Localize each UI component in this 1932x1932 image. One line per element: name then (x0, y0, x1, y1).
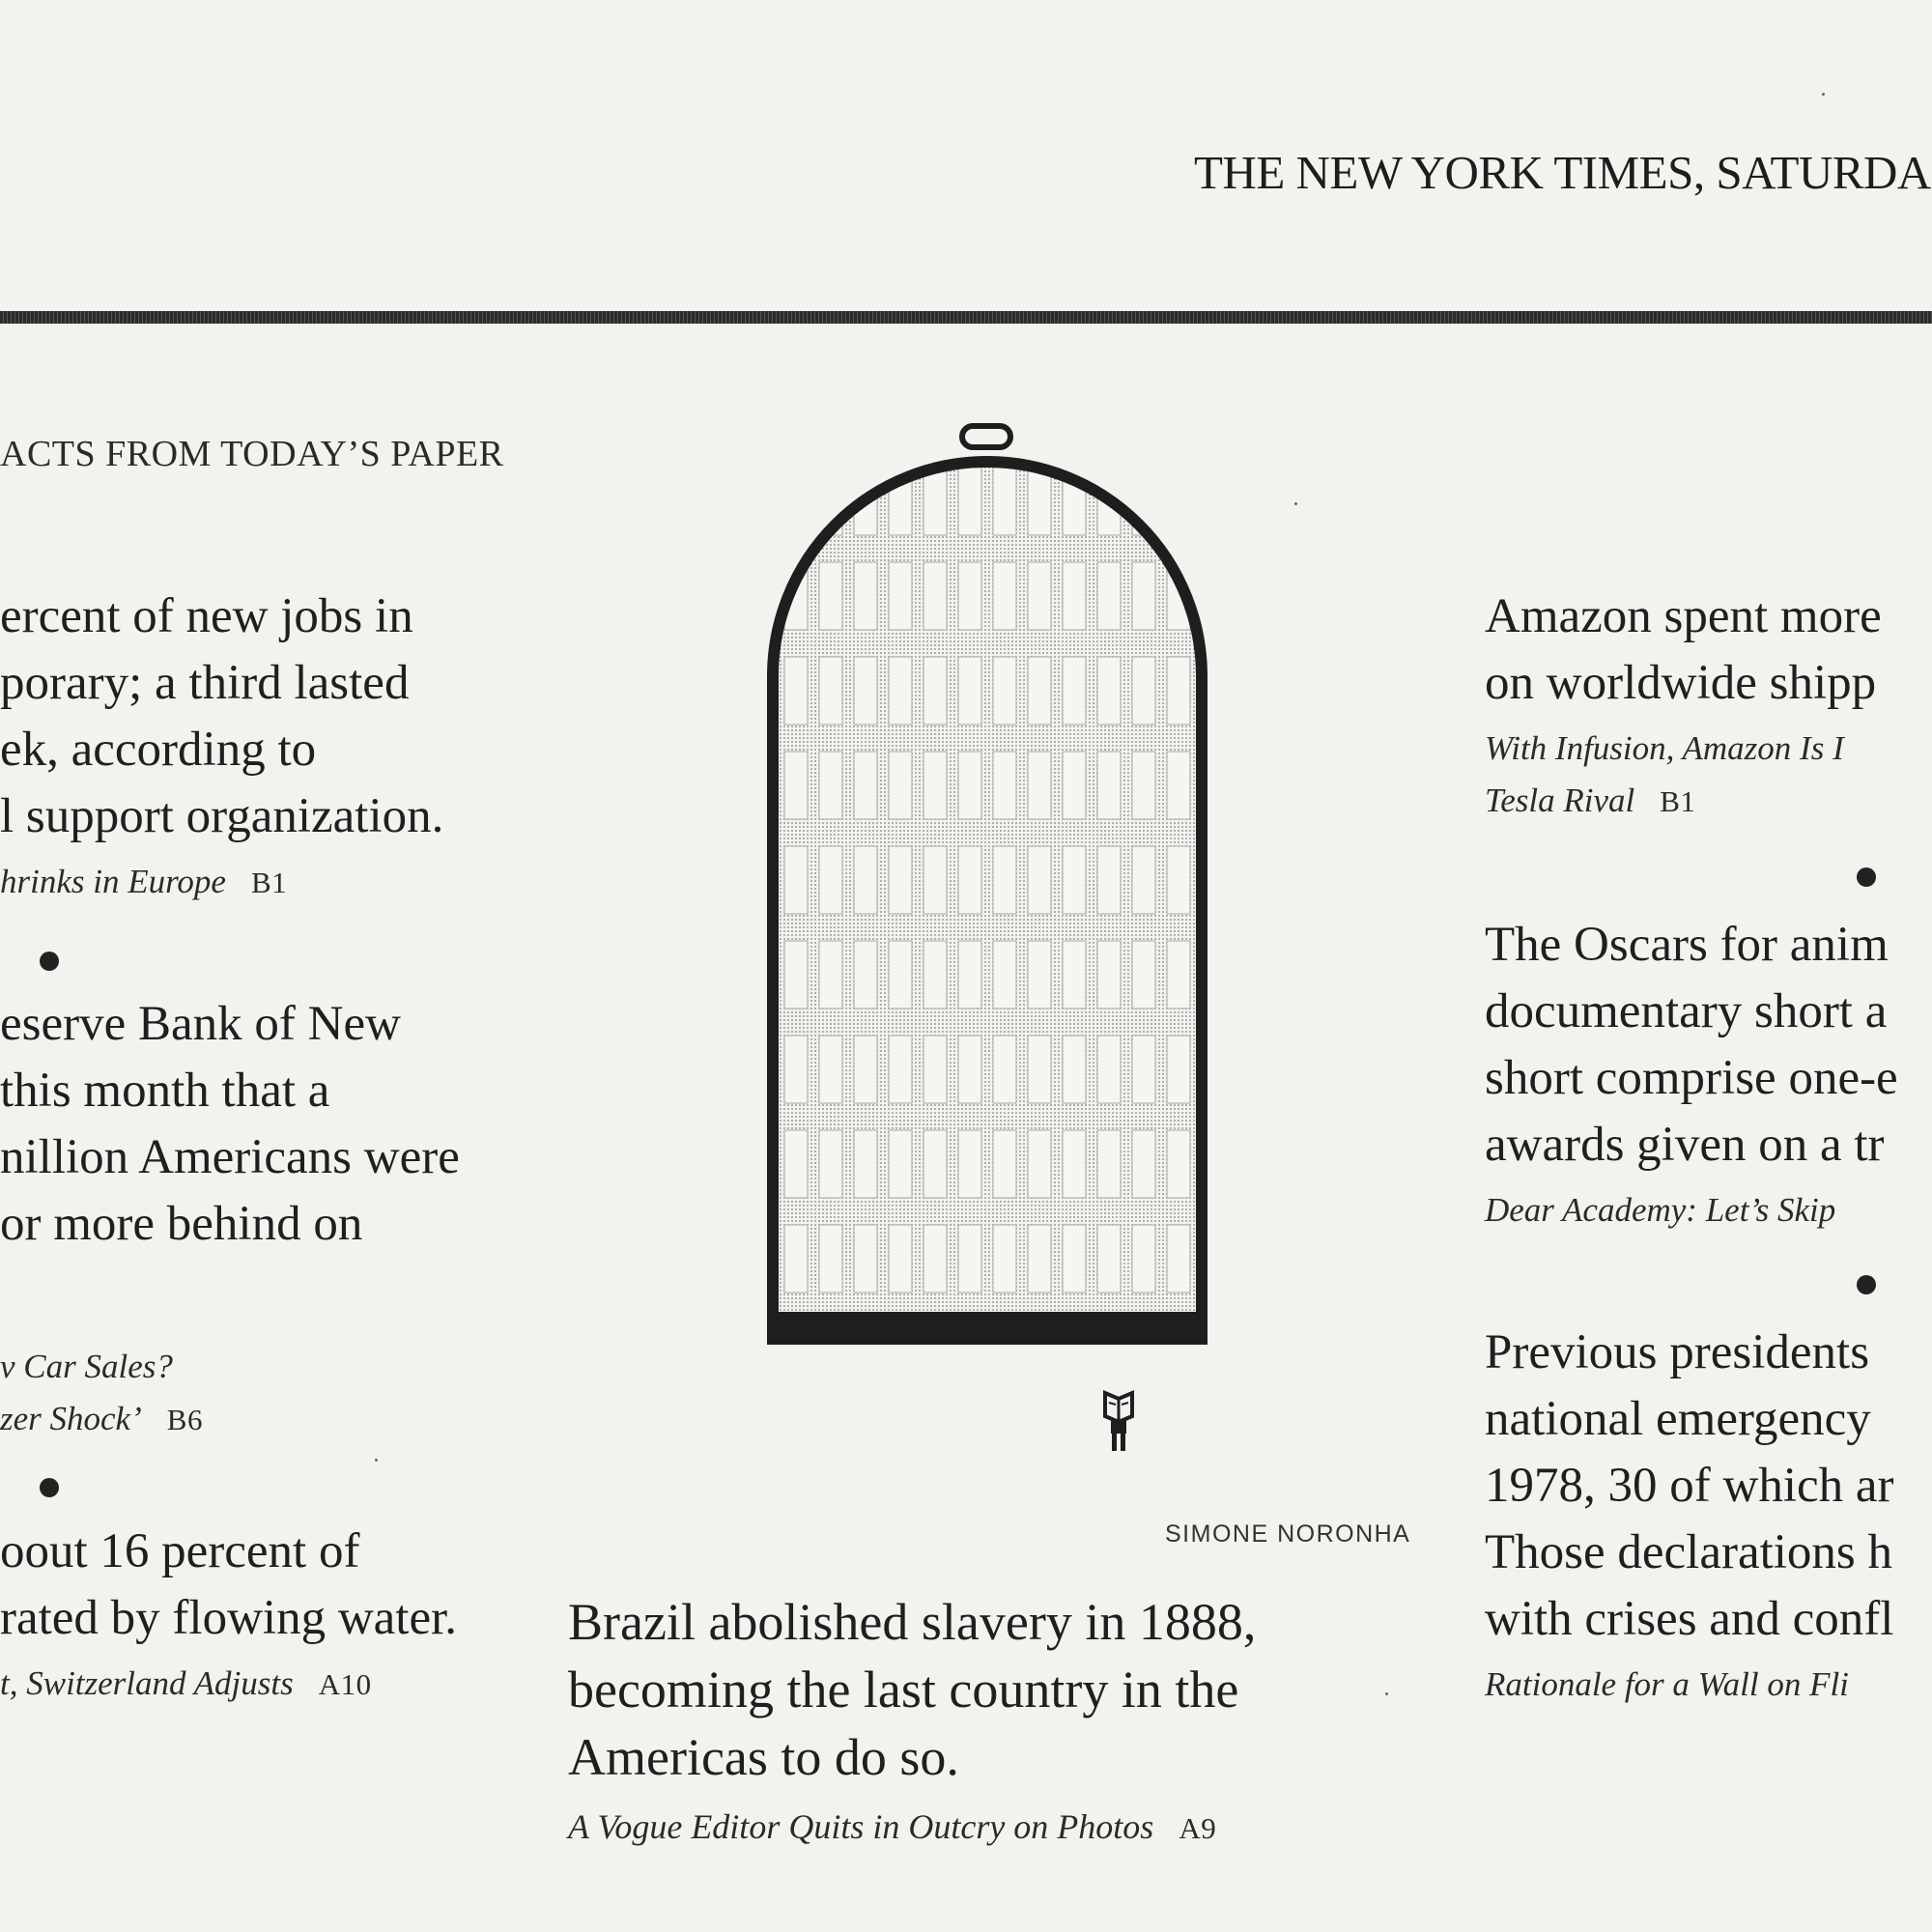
fact-line: or more behind on (0, 1197, 363, 1251)
window-pane (1063, 1036, 1086, 1103)
window-pane (1028, 752, 1051, 819)
window-pane (819, 1225, 842, 1293)
fact-line: becoming the last country in the (568, 1661, 1239, 1719)
window-pane (1132, 846, 1155, 914)
window-pane (889, 846, 912, 914)
window-pane (923, 468, 947, 535)
illustration (744, 415, 1246, 1473)
window-pane (958, 941, 981, 1009)
window-pane (923, 657, 947, 724)
ref-title: Tesla Rival (1485, 781, 1635, 819)
window-pane (1028, 1036, 1051, 1103)
center-fact (568, 1588, 1256, 1855)
window-base (767, 1312, 1208, 1345)
fact-line: with crises and confl (1485, 1592, 1894, 1646)
window-pane (993, 468, 1016, 535)
window-pane (923, 1130, 947, 1198)
window-pane (958, 657, 981, 724)
fact-line: Amazon spent more (1485, 589, 1882, 643)
window-pane (958, 562, 981, 630)
window-pane (784, 846, 808, 914)
window-pane (889, 1225, 912, 1293)
page-ref: A9 (1179, 1811, 1217, 1845)
window-pane (1097, 562, 1121, 630)
left-fact-2 (0, 991, 460, 1446)
fact-line: Previous presidents (1485, 1325, 1870, 1379)
window-pane (958, 1225, 981, 1293)
window-pane (819, 846, 842, 914)
window-pane (819, 657, 842, 724)
right-fact-2 (1485, 912, 1898, 1236)
paper-speck (1294, 502, 1297, 505)
ref-title: A Vogue Editor Quits in Outcry on Photos (568, 1807, 1154, 1846)
window-pane (1028, 562, 1051, 630)
window-pane (1028, 1225, 1051, 1293)
window-pane (993, 562, 1016, 630)
window-pane (1167, 1225, 1190, 1293)
fact-line: 1978, 30 of which ar (1485, 1459, 1894, 1513)
fact-line: nillion Americans were (0, 1130, 460, 1184)
window-pane (923, 1225, 947, 1293)
fact-line: porary; a third lasted (0, 656, 410, 710)
window-pane (1132, 1130, 1155, 1198)
window-pane (1097, 1130, 1121, 1198)
window-pane (1132, 1225, 1155, 1293)
window-pane (889, 562, 912, 630)
right-fact-3 (1485, 1320, 1894, 1711)
window-pane (784, 752, 808, 819)
window-pane (923, 562, 947, 630)
window-pane (1028, 468, 1051, 535)
right-fact-1 (1485, 583, 1882, 828)
window-pane (784, 1130, 808, 1198)
fact-line: short comprise one-e (1485, 1051, 1898, 1105)
fact-line: rated by flowing water. (0, 1591, 458, 1645)
window-pane (1063, 846, 1086, 914)
window-pane (854, 941, 877, 1009)
window-pane (854, 657, 877, 724)
window-pane (1063, 657, 1086, 724)
window-pane (958, 1036, 981, 1103)
window-pane (819, 562, 842, 630)
bullet-separator (40, 1478, 59, 1497)
window-pane (784, 941, 808, 1009)
window-pane (1028, 1130, 1051, 1198)
fact-line: oout 16 percent of (0, 1524, 360, 1578)
window-pane (923, 846, 947, 914)
page-ref: A10 (318, 1667, 372, 1701)
window-pane (1132, 1036, 1155, 1103)
article-ref[interactable] (1485, 1659, 1894, 1711)
window-pane (1063, 1130, 1086, 1198)
bullet-separator (1857, 867, 1876, 887)
window-pane (923, 941, 947, 1009)
window-pane (784, 1036, 808, 1103)
window-pane (958, 846, 981, 914)
window-pane (1167, 1130, 1190, 1198)
window-pane (784, 468, 808, 535)
fact-line: Those declarations h (1485, 1525, 1893, 1579)
article-ref[interactable] (0, 1341, 460, 1446)
window-pane (993, 657, 1016, 724)
window-pane (1097, 1036, 1121, 1103)
window-pane (1132, 752, 1155, 819)
ref-title: t, Switzerland Adjusts (0, 1664, 294, 1702)
fact-line: this month that a (0, 1064, 330, 1118)
fact-line: awards given on a tr (1485, 1118, 1885, 1172)
article-ref[interactable] (568, 1801, 1256, 1855)
window-pane (1063, 1225, 1086, 1293)
window-pane (854, 1036, 877, 1103)
fact-line: national emergency (1485, 1392, 1871, 1446)
window-pane (993, 1225, 1016, 1293)
window-pane (958, 1130, 981, 1198)
window-pane (993, 941, 1016, 1009)
window-pane (1167, 468, 1190, 535)
paper-speck (375, 1459, 378, 1462)
window-pane (1063, 752, 1086, 819)
fact-line: ercent of new jobs in (0, 589, 413, 643)
window-pane (889, 752, 912, 819)
window-pane (1132, 562, 1155, 630)
fact-line: The Oscars for anim (1485, 918, 1889, 972)
article-ref[interactable] (1485, 1184, 1898, 1236)
ceiling-lamp (962, 426, 1010, 447)
ref-title: v Car Sales? (0, 1348, 173, 1385)
masthead-rule (0, 311, 1932, 324)
window-pane (1097, 846, 1121, 914)
article-ref[interactable] (0, 1658, 457, 1711)
ref-title: zer Shock’ (0, 1400, 142, 1437)
page-ref: B1 (1660, 784, 1696, 818)
window-pane (1097, 752, 1121, 819)
section-title: ACTS FROM TODAY’S PAPER (0, 434, 504, 474)
bullet-separator (40, 952, 59, 971)
window-pane (1132, 657, 1155, 724)
masthead: THE NEW YORK TIMES, SATURDA (1194, 146, 1931, 199)
window-pane (1028, 941, 1051, 1009)
window-pane (854, 752, 877, 819)
window-pane (1097, 657, 1121, 724)
window-pane (958, 752, 981, 819)
window-pane (1167, 752, 1190, 819)
window-pane (1132, 941, 1155, 1009)
paper-speck (1822, 93, 1825, 96)
window-pane (958, 468, 981, 535)
window-pane (1167, 657, 1190, 724)
page-ref: B1 (250, 866, 288, 899)
window-pane (784, 657, 808, 724)
fact-line: Americas to do so. (568, 1728, 959, 1786)
fact-line: ek, according to (0, 723, 317, 777)
window-pane (1167, 1036, 1190, 1103)
window-illustration (744, 415, 1246, 1468)
window-pane (854, 562, 877, 630)
fact-line: l support organization. (0, 789, 444, 843)
window-pane (923, 1036, 947, 1103)
window-pane (819, 1130, 842, 1198)
window-pane (819, 1036, 842, 1103)
fact-line: eserve Bank of New (0, 997, 401, 1051)
window-pane (784, 1225, 808, 1293)
window-pane (854, 1130, 877, 1198)
window-pane (993, 1036, 1016, 1103)
ref-title: With Infusion, Amazon Is I (1485, 729, 1844, 767)
window-pane (1097, 941, 1121, 1009)
window-pane (1097, 1225, 1121, 1293)
window-pane (889, 657, 912, 724)
window-pane (1063, 562, 1086, 630)
window-pane (993, 1130, 1016, 1198)
window-pane (854, 846, 877, 914)
article-ref[interactable] (1485, 723, 1882, 828)
paper-speck (1385, 1692, 1388, 1695)
fact-line: Brazil abolished slavery in 1888, (568, 1593, 1257, 1651)
bullet-separator (1857, 1275, 1876, 1294)
window-pane (1028, 657, 1051, 724)
page-ref: B6 (166, 1403, 203, 1436)
window-pane (1028, 846, 1051, 914)
window-pane (889, 1130, 912, 1198)
ref-title: Rationale for a Wall on Fli (1485, 1665, 1849, 1703)
window-pane (923, 752, 947, 819)
left-fact-3 (0, 1519, 457, 1711)
window-pane (819, 941, 842, 1009)
window-pane (889, 941, 912, 1009)
left-fact-1 (0, 583, 443, 909)
window-pane (1167, 846, 1190, 914)
photo-credit: SIMONE NORONHA (1165, 1520, 1411, 1548)
reading-figure (1105, 1393, 1132, 1451)
window-pane (1063, 941, 1086, 1009)
fact-line: documentary short a (1485, 984, 1888, 1038)
fact-line: on worldwide shipp (1485, 656, 1877, 710)
ref-title: Dear Academy: Let’s Skip (1485, 1191, 1836, 1229)
window-pane (1167, 941, 1190, 1009)
window-pane (993, 752, 1016, 819)
ref-title: hrinks in Europe (0, 863, 226, 900)
window-pane (854, 1225, 877, 1293)
window-pane (819, 752, 842, 819)
article-ref[interactable] (0, 856, 443, 909)
window-pane (993, 846, 1016, 914)
window-pane (889, 1036, 912, 1103)
window-grid (773, 454, 1202, 1387)
